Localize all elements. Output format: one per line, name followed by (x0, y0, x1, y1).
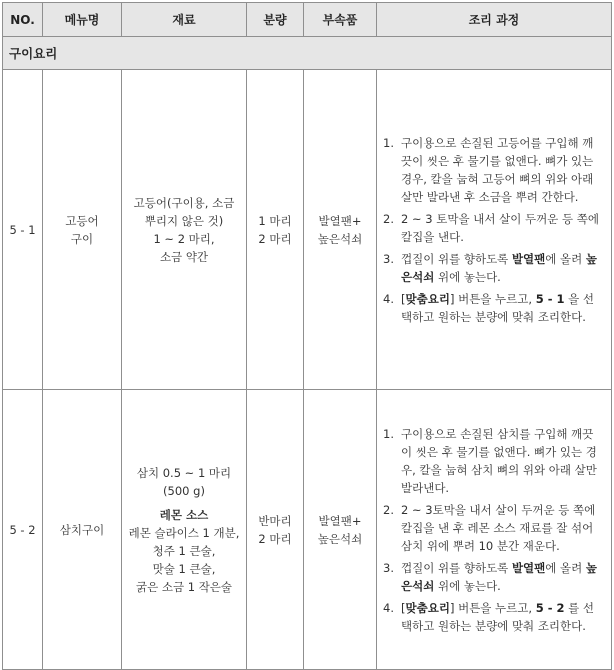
accessory-cell (304, 390, 377, 670)
step-text-part: ] 버튼을 누르고, (449, 600, 536, 615)
step-list (383, 425, 603, 635)
section-row (3, 37, 612, 70)
sauce-line: 굵은 소금 1 작은술 (135, 579, 233, 594)
code-emphasis: 5 - 1 (535, 291, 565, 306)
accessory-emphasis: 발열팬 (511, 560, 546, 575)
step-text (401, 250, 603, 286)
step-number: 2. (383, 211, 394, 226)
step-number: 2. (383, 502, 394, 517)
step-item (383, 134, 603, 206)
step-text-part: [ (401, 600, 406, 615)
step-item (383, 290, 603, 326)
step-number: 3. (383, 560, 394, 575)
accessory-emphasis: 높은석쇠 (401, 251, 598, 284)
step-list (383, 134, 603, 326)
step-text-part: 껍질이 위를 향하도록 (401, 251, 512, 266)
sauce-line: 레몬 슬라이스 1 개분, (128, 525, 240, 540)
accessory-emphasis: 발열팬 (511, 251, 546, 266)
button-emphasis: 맞춤요리 (405, 291, 450, 306)
recipe-table (2, 2, 612, 670)
step-item (383, 250, 603, 286)
ingredients-cell (122, 70, 247, 390)
ingredient-line: 고등어(구이용, 소금 (133, 195, 235, 210)
process-cell (377, 390, 612, 670)
table-row (3, 70, 612, 390)
header-ingredients: 재료 (122, 3, 247, 37)
row-number: 5 - 2 (3, 390, 43, 670)
button-emphasis: 맞춤요리 (405, 600, 450, 615)
step-item (383, 559, 603, 595)
step-text-part: 위에 놓는다. (434, 269, 501, 284)
row-number: 5 - 1 (3, 70, 43, 390)
step-text: 구이용으로 손질된 삼치를 구입해 깨끗이 씻은 후 물기를 없앤다. 뼈가 있는 경우, 칼을 눕혀 삼치 뼈의 위와 아래 살만 발라낸다. (401, 426, 597, 495)
step-text-part: 을 선택하고 원하는 분량에 맞춰 조리한다. (401, 291, 595, 324)
amount-line: 2 마리 (258, 531, 292, 546)
menu-name (43, 390, 122, 670)
code-emphasis: 5 - 2 (535, 600, 565, 615)
accessory-cell (304, 70, 377, 390)
header-amount: 분량 (247, 3, 304, 37)
header-no: NO. (3, 3, 43, 37)
header-accessory: 부속품 (304, 3, 377, 37)
sauce-line: 맛술 1 큰술, (152, 561, 216, 576)
step-text (401, 559, 603, 595)
step-text-part: 껍질이 위를 향하도록 (401, 560, 512, 575)
process-cell (377, 70, 612, 390)
amount-line: 2 마리 (258, 231, 292, 246)
step-text: 2 ~ 3 토막을 내서 살이 두꺼운 등 쪽에 칼집을 낸다. (401, 211, 599, 244)
amount-cell (247, 390, 304, 670)
ingredient-line: 삼치 0.5 ~ 1 마리 (136, 465, 232, 480)
menu-line: 고등어 (65, 213, 99, 228)
step-number: 4. (383, 600, 394, 615)
accessory-line: 발열팬+ (318, 513, 362, 528)
ingredients-cell (122, 390, 247, 670)
header-menu: 메뉴명 (43, 3, 122, 37)
step-text: 2 ~ 3토막을 내서 살이 두꺼운 등 쪽에 칼집을 낸 후 레몬 소스 재료를 잘 섞어 삼치 위에 뿌려 10 분간 재운다. (401, 502, 596, 553)
amount-line: 1 마리 (258, 213, 292, 228)
header-row (3, 3, 612, 37)
menu-name (43, 70, 122, 390)
amount-line: 반마리 (258, 513, 292, 528)
ingredient-line: 소금 약간 (159, 249, 209, 264)
sauce-line: 청주 1 큰술, (152, 543, 216, 558)
menu-line: 삼치구이 (59, 522, 105, 537)
step-item (383, 210, 603, 246)
step-number: 1. (383, 426, 394, 441)
step-text (401, 290, 603, 326)
accessory-line: 발열팬+ (318, 213, 362, 228)
menu-line: 구이 (70, 231, 94, 246)
step-number: 3. (383, 251, 394, 266)
step-text-part: ] 버튼을 누르고, (449, 291, 536, 306)
step-text-part: 에 올려 (545, 560, 586, 575)
table-row (3, 390, 612, 670)
sauce-title: 레몬 소스 (159, 507, 209, 522)
section-title: 구이요리 (3, 37, 612, 70)
accessory-emphasis: 높은석쇠 (401, 560, 598, 593)
ingredient-line: (500 g) (163, 483, 205, 498)
step-number: 4. (383, 291, 394, 306)
accessory-line: 높은석쇠 (317, 231, 363, 246)
step-text-part: 에 올려 (545, 251, 586, 266)
step-number: 1. (383, 135, 394, 150)
step-text-part: [ (401, 291, 406, 306)
step-item (383, 501, 603, 555)
step-text-part: 를 선택하고 원하는 분량에 맞춰 조리한다. (401, 600, 595, 633)
ingredient-line: 뿌리지 않은 것) (144, 213, 224, 228)
step-item (383, 425, 603, 497)
ingredient-line: 1 ~ 2 마리, (153, 231, 215, 246)
step-text: 구이용으로 손질된 고등어를 구입해 깨끗이 씻은 후 물기를 없앤다. 뼈가 있는 경우, 칼을 눕혀 고등어 뼈의 위와 아래 살만 발라낸 후 소금을 뿌려 간한다. (401, 135, 594, 204)
step-item (383, 599, 603, 635)
step-text (401, 599, 603, 635)
amount-cell (247, 70, 304, 390)
accessory-line: 높은석쇠 (317, 531, 363, 546)
header-process: 조리 과정 (377, 3, 612, 37)
step-text-part: 위에 놓는다. (434, 578, 501, 593)
